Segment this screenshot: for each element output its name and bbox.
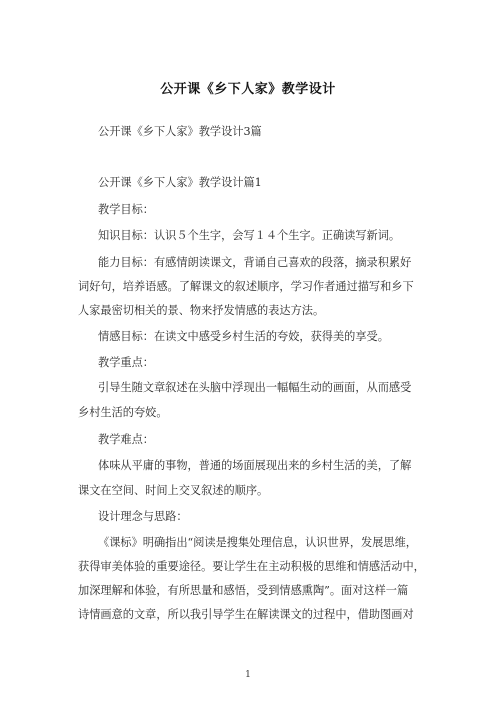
section-heading: 公开课《乡下人家》教学设计篇1 xyxy=(98,176,262,189)
paragraph-line: 体味从平庸的事物，普通的场面展现出来的乡村生活的美，了解 xyxy=(98,459,412,472)
paragraph-line: 乡村生活的夸姣。 xyxy=(78,406,168,419)
paragraph-line: 加深理解和体验，有所思量和感悟，受到情感熏陶”。面对这样一篇 xyxy=(78,584,409,597)
paragraph-line: 人家最密切相关的景、物来抒发情感的表达方法。 xyxy=(78,304,325,317)
page-title: 公开课《乡下人家》教学设计 xyxy=(160,82,336,97)
paragraph-line: 知识目标：认识５个生字，会写１４个生字。正确读写新词。 xyxy=(98,229,401,242)
paragraph-line: 情感目标：在读文中感受乡村生活的夸姣，获得美的享受。 xyxy=(98,330,389,343)
paragraph-line: 诗情画意的文章，所以我引导学生在解读课文的过程中，借助图画对 xyxy=(78,608,414,621)
paragraph-line: 获得审美体验的重要途径。要让学生在主动积极的思维和情感活动中， xyxy=(78,560,425,573)
paragraph-line: 教学重点： xyxy=(98,356,154,369)
paragraph-line: 引导生随文章叙述在头脑中浮现出一幅幅生动的画面，从而感受 xyxy=(98,381,412,394)
paragraph-line: 《课标》明确指出“阅读是搜集处理信息，认识世界，发展思维， xyxy=(98,536,417,549)
document-subtitle: 公开课《乡下人家》教学设计3篇 xyxy=(98,125,262,138)
paragraph-line: 教学目标： xyxy=(98,203,154,216)
paragraph-line: 教学难点： xyxy=(98,433,154,446)
paragraph-line: 能力目标：有感情朗读课文，背诵自己喜欢的段落，摘录积累好 xyxy=(98,256,412,269)
paragraph-line: 词好句，培养语感。了解课文的叙述顺序，学习作者通过描写和乡下 xyxy=(78,280,414,293)
page-number: 1 xyxy=(245,670,251,680)
paragraph-line: 设计理念与思路： xyxy=(98,510,188,523)
paragraph-line: 课文在空间、时间上交叉叙述的顺序。 xyxy=(78,484,269,497)
